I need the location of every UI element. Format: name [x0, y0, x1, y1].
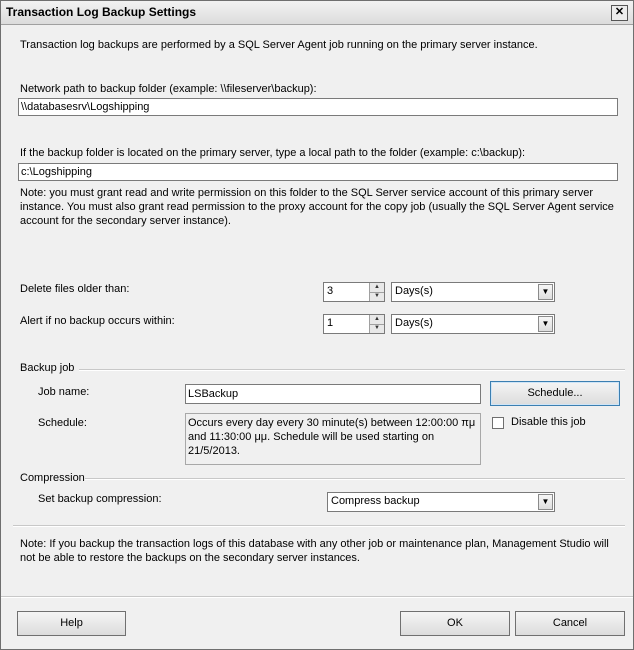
help-button[interactable]: Help [17, 611, 126, 636]
spin-down-icon[interactable]: ▼ [374, 325, 380, 331]
bottom-note: Note: If you backup the transaction logs of this database with any other job or maintenance plan, Management Studio will not be able to restore the backups on the secondary server instances. [20, 538, 609, 564]
alert-unit-select[interactable] [391, 314, 555, 334]
ok-button[interactable]: OK [400, 611, 510, 636]
spin-down-icon[interactable]: ▼ [374, 293, 380, 299]
compression-section-label: Compression [20, 472, 85, 484]
alert-unit-value: Days(s) [395, 317, 433, 329]
chevron-down-icon[interactable]: ▼ [538, 316, 553, 332]
schedule-label: Schedule: [38, 417, 87, 429]
compression-label: Set backup compression: [38, 493, 162, 505]
intro-text: Transaction log backups are performed by a SQL Server Agent job running on the primary server instance. [20, 39, 538, 51]
bottom-divider [13, 525, 625, 527]
backup-job-section-label: Backup job [20, 362, 75, 374]
backup-job-divider [79, 369, 625, 371]
compression-select[interactable] [327, 492, 555, 512]
chevron-down-icon[interactable]: ▼ [538, 284, 553, 300]
schedule-button[interactable]: Schedule... [490, 381, 620, 406]
spin-up-icon[interactable]: ▲ [370, 315, 384, 325]
permission-note: Note: you must grant read and write permission on this folder to the SQL Server service account of this primary server instance. You must also grant read permission to the proxy account for the copy job (usually the SQL Server Agent service account for the secondary server instance). [20, 187, 614, 227]
delete-files-stepper-arrows [369, 283, 384, 301]
network-path-label: Network path to backup folder (example: \\fileserver\backup): [20, 83, 317, 95]
job-name-label: Job name: [38, 386, 90, 398]
schedule-description: Occurs every day every 30 minute(s) between 12:00:00 πμ and 11:30:00 μμ. Schedule will be used starting on 21/5/2013. [185, 413, 481, 465]
delete-files-stepper[interactable] [323, 282, 385, 302]
title-bar [1, 1, 633, 25]
cancel-button[interactable]: Cancel [515, 611, 625, 636]
local-path-label: If the backup folder is located on the primary server, type a local path to the folder (example: c:\backup): [20, 147, 526, 159]
compression-divider [85, 478, 625, 480]
compression-value: Compress backup [331, 495, 420, 507]
spin-up-icon[interactable]: ▲ [370, 283, 384, 293]
local-path-input[interactable]: c:\Logshipping [18, 163, 618, 181]
chevron-down-icon[interactable]: ▼ [538, 494, 553, 510]
delete-files-unit-value: Days(s) [395, 285, 433, 297]
window-title: Transaction Log Backup Settings [6, 5, 197, 19]
disable-job-label[interactable]: Disable this job [511, 416, 586, 428]
delete-files-unit-select[interactable] [391, 282, 555, 302]
network-path-input[interactable]: \\databasesrv\Logshipping [18, 98, 618, 116]
delete-files-value: 3 [327, 285, 334, 297]
job-name-input[interactable]: LSBackup [185, 384, 481, 404]
close-icon[interactable]: ✕ [611, 5, 628, 21]
delete-files-label: Delete files older than: [20, 283, 130, 295]
button-bar-divider [1, 596, 633, 598]
alert-label: Alert if no backup occurs within: [20, 315, 175, 327]
disable-job-checkbox[interactable] [492, 417, 504, 429]
alert-stepper-arrows [369, 315, 384, 333]
alert-value: 1 [327, 317, 334, 329]
alert-stepper[interactable] [323, 314, 385, 334]
